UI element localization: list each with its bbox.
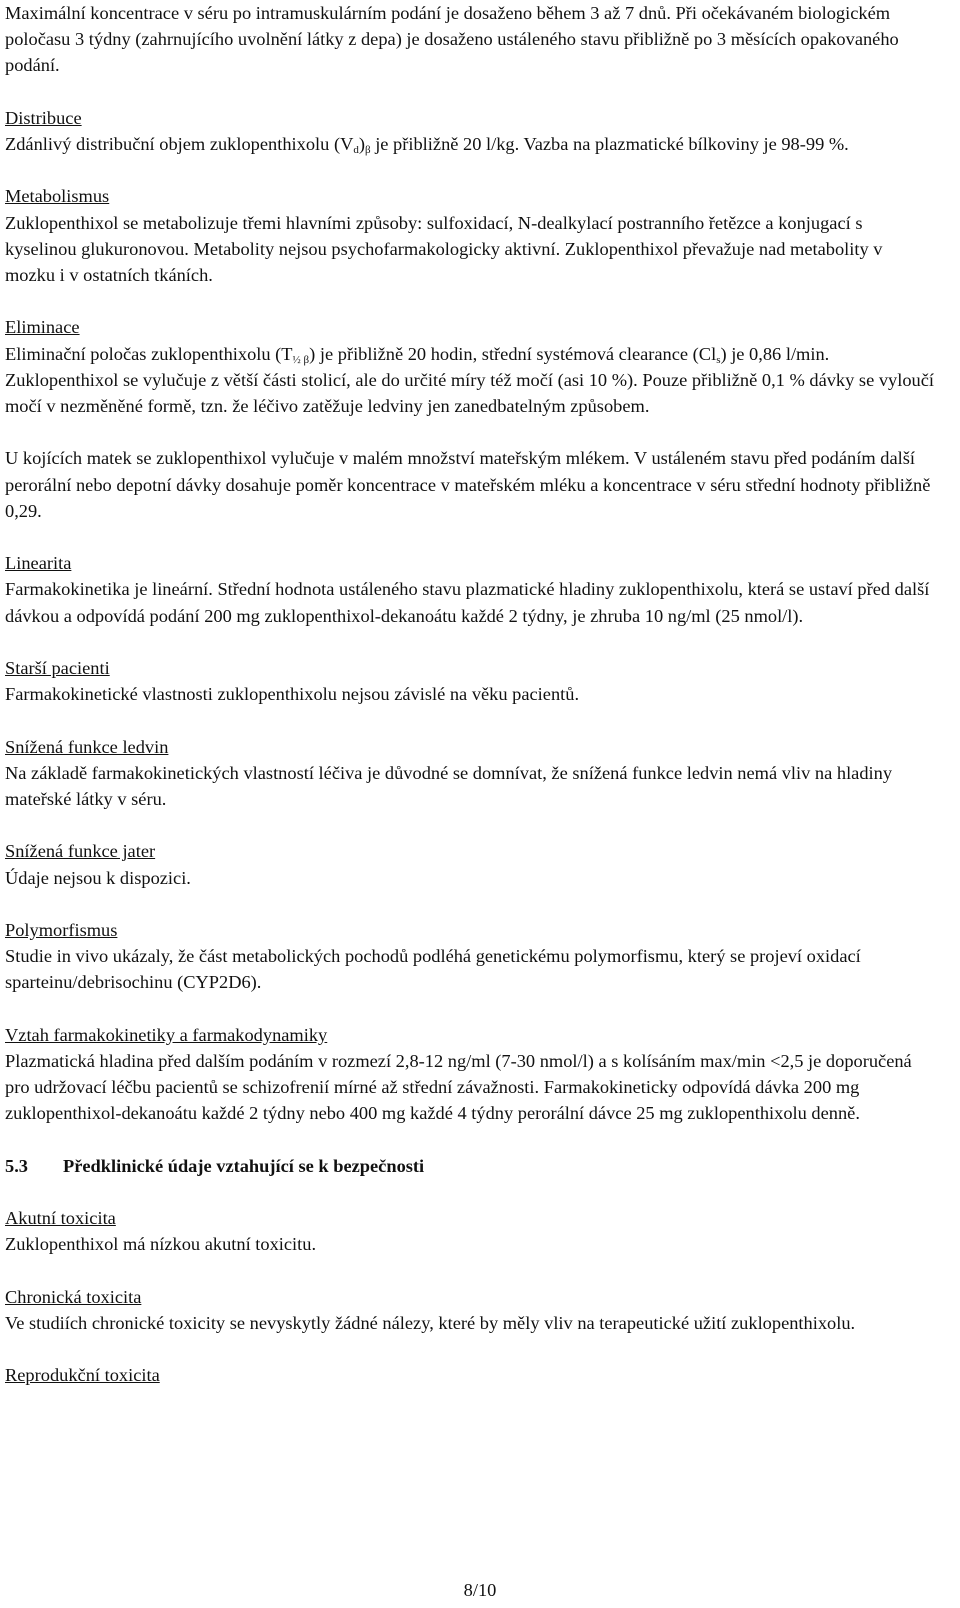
elimination-sub-half-beta: ½ β [292,353,310,366]
distribution-text [5,134,849,154]
lactation-paragraph: U kojících matek se zuklopenthixol vylučuje v malém množství mateřským mlékem. V ustáleném stavu před podáním další perorální nebo depotní dávky dosahuje poměr koncentrace v mateřském mléku a koncentrace v séru střední hodnoty přibližně 0,29. [5,448,931,521]
pkpd-heading: Vztah farmakokinetiky a farmakodynamiky [5,1024,328,1045]
acute-toxicity-section [5,1205,935,1257]
renal-section [5,734,935,813]
reproductive-toxicity-section [5,1362,935,1388]
metabolism-section [5,183,935,288]
linearity-heading: Linearita [5,553,72,574]
section-title-text: Předklinické údaje vztahující se k bezpečnosti [63,1155,425,1176]
chronic-toxicity-heading: Chronická toxicita [5,1286,142,1307]
elimination-section [5,314,935,419]
metabolism-heading: Metabolismus [5,186,110,207]
intro-paragraph: Maximální koncentrace v séru po intramuskulárním podání je dosaženo během 3 až 7 dnů. Při očekávaném biologickém poločasu 3 týdny (zahrnujícího uvolnění látky z depa) je dosaženo ustáleného stavu přibližně po 3 měsících opakovaného podání. [5,3,899,76]
section-title [5,1153,935,1179]
chronic-toxicity-section [5,1284,935,1336]
distribution-text-after: je přibližně 20 l/kg. Vazba na plazmatické bílkoviny je 98-99 %. [370,134,849,154]
renal-text: Na základě farmakokinetických vlastností léčiva je důvodné se domnívat, že snížená funkce ledvin nemá vliv na hladiny mateřské látky v séru. [5,762,893,809]
elderly-heading: Starší pacienti [5,657,110,678]
distribution-heading: Distribuce [5,107,82,128]
elderly-text: Farmakokinetické vlastnosti zuklopenthixolu nejsou závislé na věku pacientů. [5,684,580,705]
polymorphism-text: Studie in vivo ukázaly, že část metabolických pochodů podléhá genetickému polymorfismu, který se projeví oxidací sparteinu/debrisochinu (CYP2D6). [5,946,861,993]
linearity-text: Farmakokinetika je lineární. Střední hodnota ustáleného stavu plazmatické hladiny zuklopenthixolu, která se ustaví před další dávkou a odpovídá podání 200 mg zuklopenthixol-dekanoátu každé 2 týdny, je zhruba 10 ng/ml (25 nmol/l). [5,579,930,626]
pkpd-section [5,1022,935,1127]
distribution-sub-d: d [353,144,359,156]
distribution-text-mid: ) [358,134,365,154]
renal-heading: Snížená funkce ledvin [5,736,169,757]
acute-toxicity-heading: Akutní toxicita [5,1208,116,1229]
distribution-sub-beta: β [364,144,371,156]
elimination-text-2: Zuklopenthixol se vylučuje z větší části stolicí, ale do určité míry též močí (asi 10 %). Pouze přibližně 0,1 % dávky se vyloučí močí v nezměněné formě, tzn. že léčivo zatěžuje ledviny jen zanedbatelným způsobem. [5,369,934,416]
distribution-text-before: Zdánlivý distribuční objem zuklopenthixolu (V [5,134,354,154]
elimination-text-before: Eliminační poločas zuklopenthixolu (T [5,343,293,364]
section-number: 5.3 [5,1155,28,1176]
elimination-heading: Eliminace [5,317,80,338]
polymorphism-heading: Polymorfismus [5,919,118,940]
reproductive-toxicity-heading: Reprodukční toxicita [5,1365,160,1386]
section-5-3-heading [5,1153,935,1179]
chronic-toxicity-text: Ve studiích chronické toxicity se nevyskytly žádné nálezy, které by měly vliv na terapeutické užití zuklopenthixolu. [5,1312,856,1333]
linearity-section [5,550,935,629]
elimination-text-after: ) je 0,86 l/min. [720,343,830,364]
elderly-section [5,655,935,707]
elimination-text [5,341,935,367]
distribution-section [5,105,935,157]
acute-toxicity-text: Zuklopenthixol má nízkou akutní toxicitu. [5,1234,317,1255]
polymorphism-section [5,917,935,996]
hepatic-heading: Snížená funkce jater [5,841,156,862]
pkpd-text: Plazmatická hladina před dalším podáním v rozmezí 2,8-12 ng/ml (7-30 nmol/l) a s kolísáním max/min <2,5 je doporučená pro udržovací léčbu pacientů se schizofrenií mírné až střední závažnosti. Farmakokineticky odpovídá dávka 200 mg zuklopenthixol-dekanoátu každé 2 týdny nebo 400 mg každé 4 týdny perorální dávce 25 mg zuklopenthixolu denně. [5,1050,912,1124]
metabolism-text: Zuklopenthixol se metabolizuje třemi hlavními způsoby: sulfoxidací, N-dealkylací postranního řetězce a konjugací s kyselinou glukuronovou. Metabolity nejsou psychofarmakologicky aktivní. Zuklopenthixol převažuje nad metabolity v mozku i v ostatních tkáních. [5,212,883,285]
hepatic-text: Údaje nejsou k dispozici. [5,867,191,888]
hepatic-section [5,838,935,890]
elimination-sub-s: s [716,353,721,366]
page-number: 8/10 [463,1580,497,1600]
elimination-text-mid: ) je přibližně 20 hodin, střední systémová clearance (Cl [309,343,717,364]
document-page [5,0,935,1389]
